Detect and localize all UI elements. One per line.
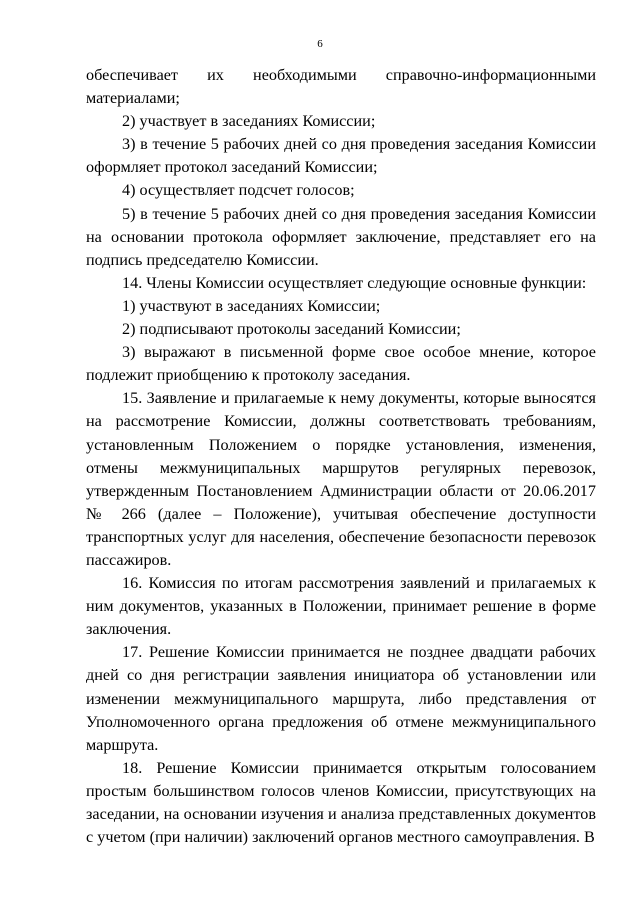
paragraph-14-item-2: 2) подписывают протоколы заседаний Комиссии; — [122, 320, 461, 339]
paragraph-14-item-1: 1) участвуют в заседаниях Комиссии; — [122, 296, 381, 315]
paragraph-14-item-3: 3) выражают в письменной форме свое особое мнение, которое подлежит приобщению к протоколу заседания. — [86, 343, 596, 385]
paragraph-item-4-vote-count: 4) осуществляет подсчет голосов; — [122, 181, 355, 200]
paragraph-item-2-participates: 2) участвует в заседаниях Комиссии; — [122, 112, 376, 131]
paragraph-18-voting: 18. Решение Комиссии принимается открытым голосованием простым большинством голосов членов Комиссии, присутствующих на заседании, на основании изучения и анализа представленных документов с учетом (при наличии) заключений органов местного самоуправления. В — [86, 758, 596, 847]
paragraph-item-5-conclusion: 5) в течение 5 рабочих дней со дня проведения заседания Комиссии на основании протокола оформляет заключение, представляет его на подпись председателю Комиссии. — [86, 204, 596, 269]
paragraph-14-member-functions: 14. Члены Комиссии осуществляет следующие основные функции: — [122, 273, 587, 292]
paragraph-continuation: обеспечивает их необходимыми справочно-информационными материалами; — [86, 66, 596, 108]
paragraph-17-decision-deadline: 17. Решение Комиссии принимается не позднее двадцати рабочих дней со дня регистрации заявления инициатора об установлении или изменении межмуниципального маршрута, либо представления от Уполномоченного органа предложения об отмене межмуниципального маршрута. — [86, 643, 596, 754]
page-number: 6 — [317, 38, 323, 50]
paragraph-16-decision-form: 16. Комиссия по итогам рассмотрения заявлений и прилагаемых к ним документов, указанных в Положении, принимает решение в форме заключения. — [86, 574, 596, 639]
paragraph-item-3-protocol: 3) в течение 5 рабочих дней со дня проведения заседания Комиссии оформляет протокол заседаний Комиссии; — [86, 135, 596, 177]
paragraph-15-requirements: 15. Заявление и прилагаемые к нему документы, которые выносятся на рассмотрение Комиссии, должны соответствовать требованиям, установленным Положением о порядке установления, изменения, отмены межмуниципальных маршрутов регулярных перевозок, утвержденным Постановлением Администрации области от 20.06.2017 № 266 (далее – Положение), учитывая обеспечение доступности транспортных услуг для населения, обеспечение безопасности перевозок пассажиров. — [86, 389, 596, 569]
document-body — [86, 64, 596, 849]
